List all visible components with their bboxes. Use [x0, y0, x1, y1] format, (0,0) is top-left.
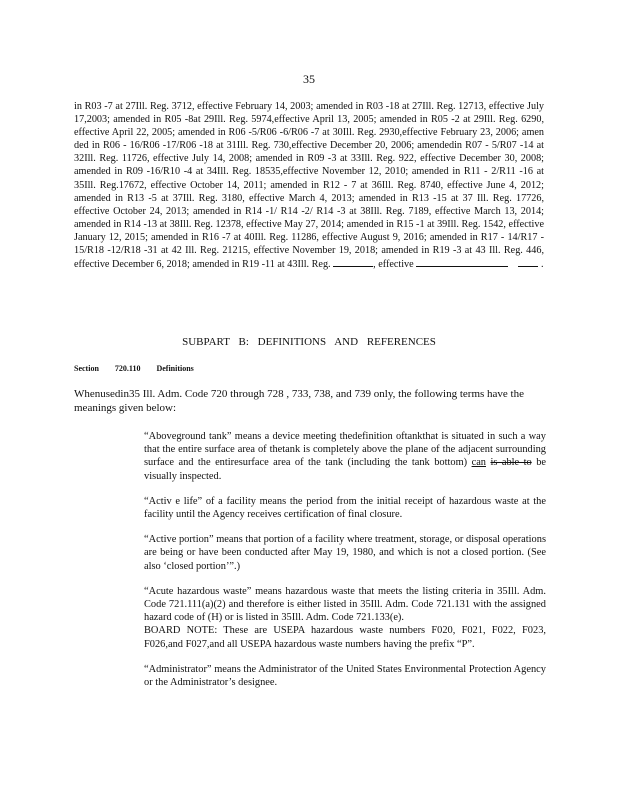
- blank-line-effective-date: [416, 257, 508, 267]
- source-note-period: .: [540, 259, 544, 271]
- definition-text-end: be visually inspected.: [144, 457, 546, 482]
- definition-administrator: “Administrator” means the Administrator of the United States Environmental Protection Agency or the Administrator’s designee.: [144, 663, 546, 689]
- subpart-heading: SUBPART B: DEFINITIONS AND REFERENCES: [182, 336, 436, 348]
- blank-line-reg-page: [333, 257, 373, 267]
- section-label: Section: [74, 364, 99, 373]
- source-note-tail: [416, 259, 543, 270]
- blank-line-effective-year: [518, 257, 538, 267]
- source-note-effective: effective: [378, 259, 414, 271]
- page-number: 35: [303, 72, 315, 86]
- section-heading: [74, 364, 194, 373]
- source-note: [74, 100, 544, 271]
- source-note-comma: ,: [373, 259, 376, 271]
- definition-text: “Aboveground tank” means a device meeting thedefinition oftankthat is situated in such a way that the entire surface area of thetank is completely above the plane of the adjacent surrounding surface and the entiresurface area of the tank (including the tank bottom): [144, 431, 546, 469]
- board-note: BOARD NOTE: These are USEPA hazardous waste numbers F020, F021, F022, F023, F026,and F027,and all USEPA hazardous waste numbers having the prefix “P”.: [144, 625, 546, 650]
- intro-paragraph: Whenusedin35 Ill. Adm. Code 720 through 728 , 733, 738, and 739 only, the following terms have the meanings given below:: [74, 388, 524, 414]
- inserted-text: can: [471, 457, 486, 469]
- section-title: Definitions: [156, 364, 194, 373]
- definition-text: “Acute hazardous waste” means hazardous waste that meets the listing criteria in 35Ill. Adm. Code 721.111(a)(2) and therefore is either listed in 35Ill. Adm. Code 721.131 with the assigned hazard code of (H) or is listed in 35Ill. Adm. Code 721.133(e).: [144, 585, 546, 624]
- deleted-text: is able to: [490, 457, 532, 469]
- source-note-text: in R03 -7 at 27Ill. Reg. 3712, effective February 14, 2003; amended in R03 -18 at 27Ill. Reg. 12713, effective July 17,2003; amended in R05 -8at 29Ill. Reg. 5974,effective April 13, 2005; amended in R05 -2 at 29Ill. Reg. 6290, effective April 22, 2005; amended in R06 -5/R06 -6/R06 -7 at 30Ill. Reg. 2930,effective February 23, 2006; amen ded in R06 - 16/R06 -17/R06 -18 at 31Ill. Reg. 730,effective December 20, 2006; amendedin R07 - 5/R07 -14 at 32Ill. Reg. 11726, effective July 14, 2008; amended in R09 -3 at 33Ill. Reg. 922, effective December 30, 2008; amended in R09 -16/R10 -4 at 34Ill. Reg. 18535,effective November 12, 2010; amended in R11 - 2/R11 -16 at 35Ill. Reg.17672, effective October 14, 2011; amended in R12 - 7 at 36Ill. Reg. 8740, effective June 4, 2012; amended in R13 -5 at 37Ill. Reg. 3180, effective March 4, 2013; amended in R13 -15 at 37 Ill. Reg. 17726, effective October 24, 2013; amended in R14 -1/ R14 -2/ R14 -3 at 38Ill. Reg. 7189, effective March 13, 2014; amended in R14 -13 at 38Ill. Reg. 12378, effective May 27, 2014; amended in R15 -1 at 39Ill. Reg. 1542, effective January 12, 2015; amended in R16 -7 at 40Ill. Reg. 11286, effective August 9, 2016; amended in R17 - 14/R17 - 15/R18 -12/R18 -31 at 42 Ill. Reg. 21215, effective November 19, 2018; amended in R19 -3 at 43 Ill. Reg. 446, effective December 6, 2018; amended in R19 -11 at 43Ill. Reg.: [74, 101, 544, 271]
- definition-active-portion: “Active portion” means that portion of a facility where treatment, storage, or disposal operations are being or have been conducted after May 19, 1980, and which is not a closed portion. (See also ‘closed portion’”.): [144, 534, 546, 572]
- definition-active-life: “Activ e life” of a facility means the period from the initial receipt of hazardous waste at the facility until the Agency receives certification of final closure.: [144, 495, 546, 521]
- definition-aboveground-tank: [144, 430, 546, 483]
- definition-acute-hazardous-waste: [144, 585, 546, 651]
- definitions-list: [144, 430, 546, 701]
- section-number: 720.110: [114, 364, 141, 373]
